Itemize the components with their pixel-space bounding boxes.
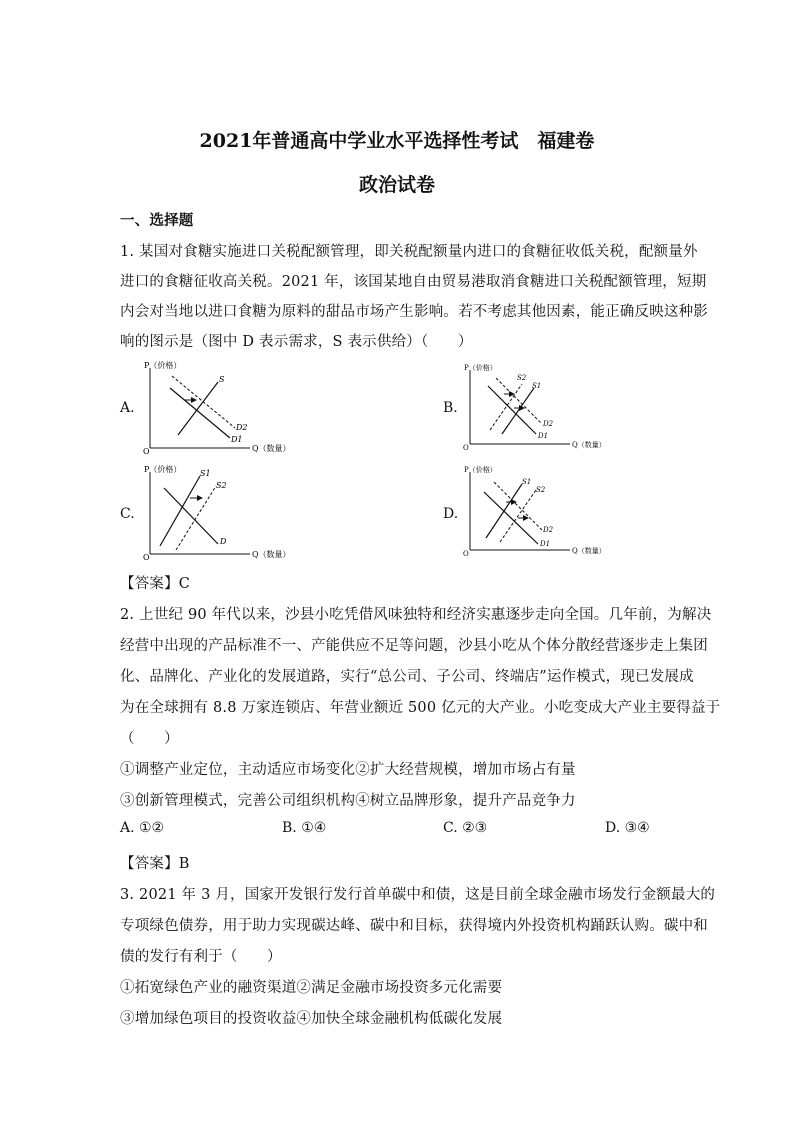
q2-choice-a: A. ①② — [120, 820, 165, 836]
q1-line-2: 进口的食糖征收高关税。2021 年，该国某地自由贸易港取消食糖进口关税配额管理，短期 — [120, 274, 707, 290]
origin-label: O — [463, 550, 469, 558]
q2-line-3: 化、品牌化、产业化的发展道路，实行“总公司、子公司、终端店”运作模式，现已发展成 — [120, 669, 694, 685]
option-a-label: A. — [120, 400, 135, 416]
origin-label: O — [143, 447, 150, 456]
option-d-label: D. — [443, 506, 459, 522]
q3-line-1: 3. 2021 年 3 月，国家开发银行发行首单碳中和债，这是目前全球金融市场发行金额最大的 — [120, 887, 716, 903]
q2-choice-b: B. ①④ — [282, 820, 327, 836]
q3-line-5: ③增加绿色项目的投资收益④加快全球金融机构低碳化发展 — [120, 1011, 503, 1027]
option-b-graph — [460, 364, 606, 454]
exam-title: 2021年普通高中学业水平选择性考试 福建卷 — [199, 130, 595, 152]
curve-label-d2: D2 — [543, 420, 554, 428]
demand-curve-d1 — [488, 386, 536, 434]
q2-choices — [0, 820, 794, 840]
curve-label-s1: S1 — [522, 478, 532, 486]
curve-label-s1: S1 — [532, 382, 542, 390]
demand-curve-d2 — [172, 376, 235, 428]
supply-curve-s2 — [500, 490, 536, 542]
q2-line-7: ③创新管理模式，完善公司组织机构④树立品牌形象，提升产品竞争力 — [120, 793, 576, 809]
x-axis-label: Q（数量） — [252, 550, 291, 559]
option-b-label: B. — [443, 400, 458, 416]
option-c-label: C. — [120, 506, 135, 522]
curve-label-d1: D1 — [540, 540, 551, 548]
exam-subtitle: 政治试卷 — [358, 174, 435, 196]
q1-answer: 【答案】C — [120, 576, 191, 592]
origin-label: O — [463, 444, 469, 452]
curve-label-s2: S2 — [216, 481, 227, 490]
curve-label-d1: D1 — [231, 435, 243, 444]
q2-choice-d: D. ③④ — [605, 820, 650, 836]
supply-curve-s1 — [490, 384, 522, 430]
demand-curve-d1 — [170, 388, 230, 438]
q2-line-2: 经营中出现的产品标准不一、产能供应不足等问题，沙县小吃从个体分散经营逐步走上集团 — [120, 638, 708, 654]
curve-label-d2: D2 — [236, 423, 248, 432]
curve-label-s2: S2 — [536, 486, 546, 494]
curve-label-d2: D2 — [543, 526, 554, 534]
option-d-graph — [460, 466, 606, 558]
y-axis-label: P（价格） — [144, 465, 182, 474]
supply-curve-s2 — [176, 486, 216, 550]
curve-label-s2: S2 — [517, 374, 527, 382]
y-axis-label: P（价格） — [464, 466, 497, 474]
x-axis-label: Q（数量） — [572, 547, 606, 555]
y-axis-label: P（价格） — [464, 364, 497, 372]
y-axis-label: P（价格） — [144, 361, 182, 370]
q2-answer: 【答案】B — [120, 856, 190, 872]
q1-line-1: 1. 某国对食糖实施进口关税配额管理，即关税配额量内进口的食糖征收低关税，配额量外 — [120, 244, 698, 260]
origin-label: O — [143, 553, 150, 562]
curve-label-s1: S1 — [200, 469, 211, 478]
q2-line-1: 2. 上世纪 90 年代以来，沙县小吃凭借风味独特和经济实惠逐步走向全国。几年前，为解决 — [120, 607, 712, 623]
supply-curve-s1 — [160, 476, 200, 546]
q2-line-5: （ ） — [120, 731, 179, 747]
q2-choice-c: C. ②③ — [443, 820, 488, 836]
q1-line-4: 响的图示是（图中 D 表示需求，S 表示供给）（ ） — [120, 334, 473, 350]
section-heading: 一、选择题 — [120, 212, 194, 229]
q2-line-6: ①调整产业定位，主动适应市场变化②扩大经营规模，增加市场占有量 — [120, 762, 576, 778]
q3-line-4: ①拓宽绿色产业的融资渠道②满足金融市场投资多元化需要 — [120, 980, 503, 996]
curve-label-d1: D1 — [538, 432, 549, 440]
x-axis-label: Q（数量） — [572, 441, 606, 449]
option-c-graph — [140, 464, 290, 562]
option-a-graph — [140, 360, 291, 456]
curve-label-d: D — [220, 537, 227, 546]
q3-line-2: 专项绿色债券，用于助力实现碳达峰、碳中和目标，获得境内外投资机构踊跃认购。碳中和 — [120, 918, 708, 934]
q2-line-4: 为在全球拥有 8.8 万家连锁店、年营业额近 500 亿元的大产业。小吃变成大产业主要得益于 — [120, 700, 721, 716]
curve-label-s: S — [219, 375, 225, 384]
x-axis-label: Q（数量） — [252, 444, 291, 453]
q3-line-3: 债的发行有利于（ ） — [120, 949, 282, 965]
demand-curve-d — [164, 488, 218, 544]
q1-line-3: 内会对当地以进口食糖为原料的甜品市场产生影响。若不考虑其他因素，能正确反映这种影 — [120, 304, 708, 320]
